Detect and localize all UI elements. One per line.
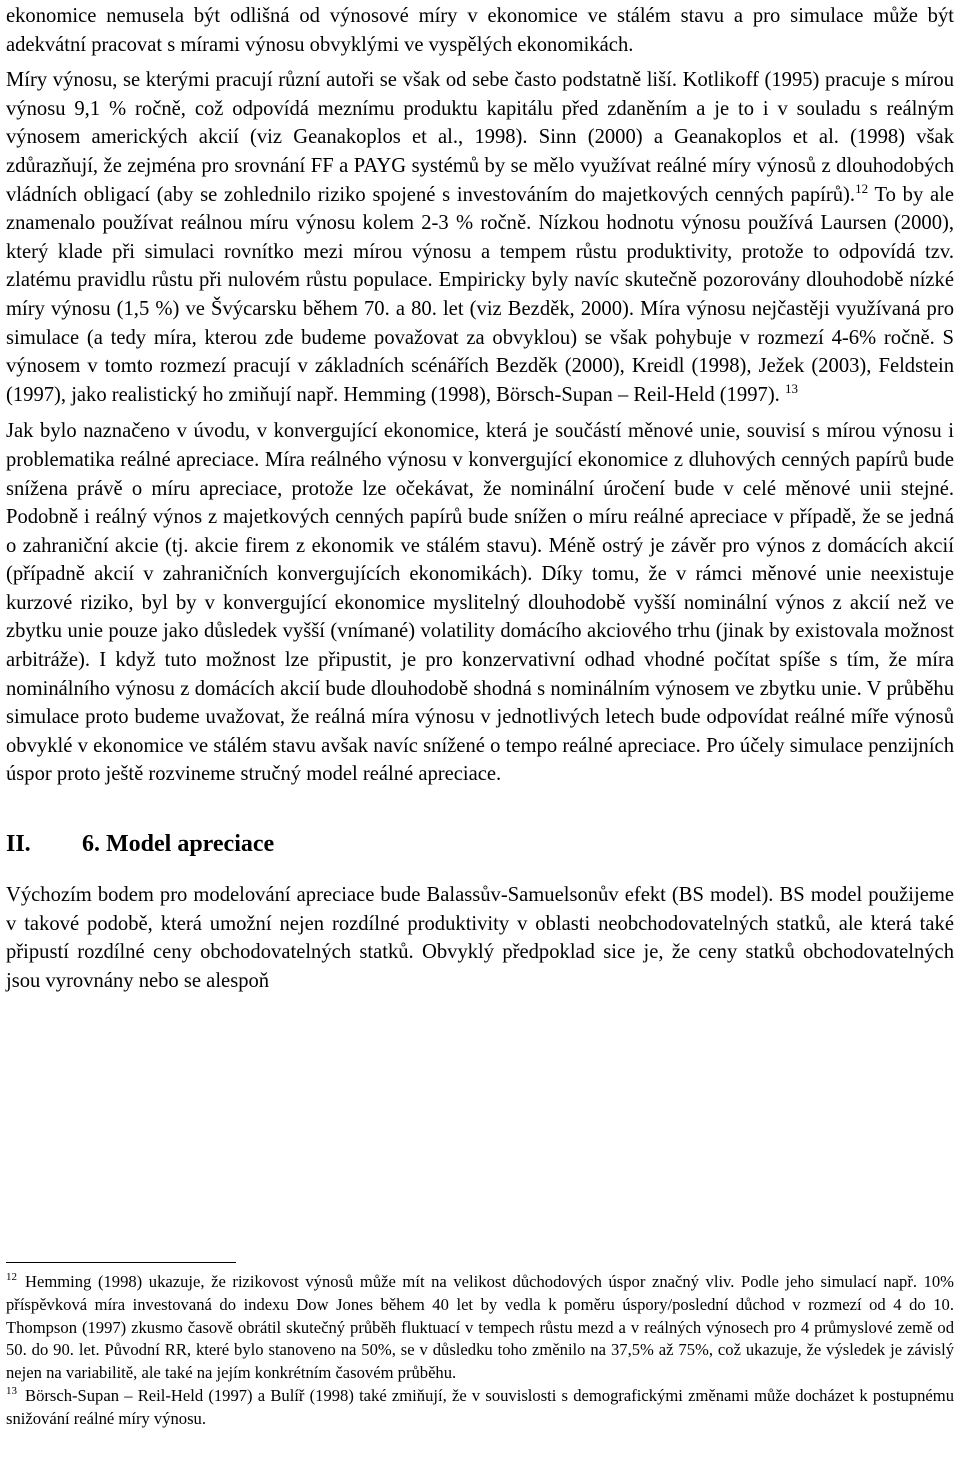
footnotes xyxy=(6,1262,954,1431)
footnote-text: Börsch-Supan – Reil-Held (1997) a Bulíř (1998) také zmiňují, že v souvislosti s demografickými změnami může docházet k postupnému snižování reálné míry výnosu. xyxy=(6,1385,954,1428)
footnote-divider xyxy=(6,1262,236,1263)
section-roman-numeral: II. xyxy=(6,831,31,858)
footnote-ref-13[interactable]: 13 xyxy=(784,380,798,396)
document-page xyxy=(6,2,954,995)
footnote-text: Hemming (1998) ukazuje, že rizikovost výnosů může mít na velikost důchodových úspor značný vliv. Podle jeho simulací např. 10% příspěvková míra investovaná do indexu Dow Jones během 40 let by vedla k poměru úspory/poslední důchod v rozmezí od 4 do 10. Thompson (1997) zkusmo časově obrátil skutečný průběh fluktuací v tempech růstu mezd a v reálných výnosech pro 4 průmyslové země od 50. do 90. let. Původní RR, které bylo stanoveno na 50%, se v důsledku toho změnilo na 37,5% až 75%, což ukazuje, že výsledek je závislý nejen na variabilitě, ale také na jejím konkrétním časovém průběhu. xyxy=(6,1272,954,1383)
footnote-mark: 13 xyxy=(6,1385,17,1398)
paragraph-bs-model: Výchozím bodem pro modelování apreciace bude Balassův-Samuelsonův efekt (BS model). BS model použijeme v takové podobě, která umožní nejen rozdílné produktivity v oblasti neobchodovatelných statků, ale která také připustí rozdílné ceny obchodovatelných statků. Obvyklý předpoklad sice je, že ceny statků obchodovatelných jsou vyrovnány nebo se alespoň xyxy=(6,884,954,992)
section-heading xyxy=(6,829,954,859)
footnote-ref-12[interactable]: 12 xyxy=(855,180,869,196)
paragraph-rates-of-return xyxy=(6,66,954,409)
paragraph-continuation: ekonomice nemusela být odlišná od výnosové míry v ekonomice ve stálém stavu a pro simulace může být adekvátní pracovat s mírami výnosu obvyklými ve vyspělých ekonomikách. xyxy=(6,5,954,56)
paragraph-real-appreciation: Jak bylo naznačeno v úvodu, v konvergující ekonomice, která je součástí měnové unie, souvisí s mírou výnosu i problematika reálné apreciace. Míra reálného výnosu v konvergující ekonomice z dluhových cenných papírů bude snížena právě o míru apreciace, protože lze očekávat, že nominální úročení bude v celé měnové unii stejné. Podobně i reálný výnos z majetkových cenných papírů bude snížen o míru reálné apreciace v případě, že se jedná o zahraniční akcie (tj. akcie firem z ekonomik ve stálém stavu). Méně ostrý je závěr pro výnos z domácích akcií (případně akcií v zahraničních konvergujících ekonomikách). Díky tomu, že v rámci měnové unie neexistuje kurzové riziko, byl by v konvergující ekonomice myslitelný dlouhodobě vyšší nominální výnos z akcií než ve zbytku unie pouze jako důsledek vyšší (vnímané) volatility domácího akciového trhu (jinak by existovala možnost arbitráže). I když tuto možnost lze připustit, je pro konzervativní odhad vhodné počítat spíše s tím, že míra nominálního výnosu z domácích akcií bude dlouhodobě shodná s nominálním výnosem ve zbytku unie. V průběhu simulace proto budeme uvažovat, že reálná míra výnosu v jednotlivých letech bude odpovídat reálné míře výnosů obvyklé v ekonomice ve stálém stavu avšak navíc snížené o tempo reálné apreciace. Pro účely simulace penzijních úspor proto ještě rozvineme stručný model reálné apreciace. xyxy=(6,420,954,786)
paragraph-text: To by ale znamenalo používat reálnou míru výnosu kolem 2-3 % ročně. Nízkou hodnotu výnosu používá Laursen (2000), který klade při simulaci rovnítko mezi mírou výnosu a tempem růstu produktivity, protože to odpovídá tzv. zlatému pravidlu růstu při nulovém růstu populace. Empiricky byly navíc skutečně pozorovány dlouhodobě nízké míry výnosu (1,5 %) ve Švýcarsku během 70. a 80. let (viz Bezděk, 2000). Míra výnosu nejčastěji využívaná pro simulace (a tedy míra, kterou zde budeme považovat za obvyklou) se však pohybuje v rozmezí 4-6% ročně. S výnosem v tomto rozmezí pracují v základních scénářích Bezděk (2000), Kreidl (1998), Ježek (2003), Feldstein (1997), jako realistický ho zmiňují např. Hemming (1998), Börsch-Supan – Reil-Held (1997). xyxy=(6,183,954,406)
footnote-mark: 12 xyxy=(6,1271,17,1284)
paragraph-text: Míry výnosu, se kterými pracují různí autoři se však od sebe často podstatně liší. Kotlikoff (1995) pracuje s mírou výnosu 9,1 % ročně, což odpovídá meznímu produktu kapitálu před zdaněním a je to i v souladu s reálným výnosem amerických akcií (viz Geanakoplos et al., 1998). Sinn (2000) a Geanakoplos et al. (1998) však zdůrazňují, že zejména pro srovnání FF a PAYG systémů by se mělo využívat reálné míry výnosů z dlouhodobých vládních obligací (aby se zohlednilo riziko spojené s investováním do majetkových cenných papírů). xyxy=(6,69,954,206)
footnote-13 xyxy=(6,1385,954,1431)
footnote-12 xyxy=(6,1271,954,1385)
section-title: 6. Model apreciace xyxy=(82,831,275,858)
